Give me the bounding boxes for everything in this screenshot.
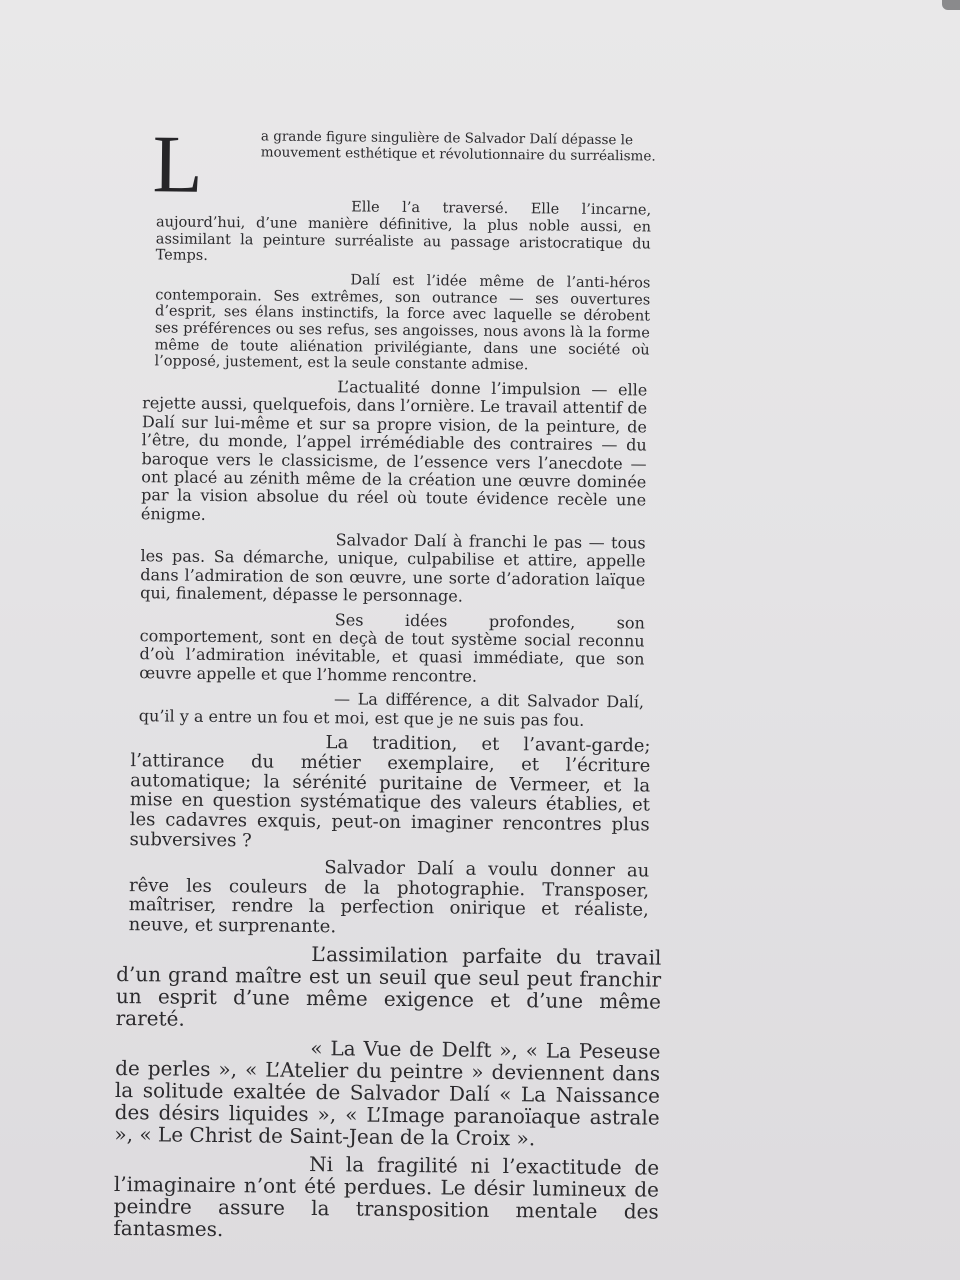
section-d [113, 941, 661, 1245]
paragraph: Salvador Dalí à franchi le pas — tous les pas. Sa démarche, unique, culpabilise et attire, appelle dans l’admiration de son œuvre, une sorte d’adoration laïque qui, finalement, dépasse le personnage. [140, 530, 646, 606]
section-a [154, 198, 651, 376]
paragraph: L’actualité donne l’impulsion — elle rejette aussi, quelquefois, dans l’ornière. Le travail attentif de Dalí sur lui-même et sur sa propre vision, de la peinture, de l’être, du monde, l’appel irrémédiable des contraires — du baroque vers le classicisme, de l’essence vers l’anecdote — ont placé au zénith même de la création une œuvre dominée par la vision absolue du réel où toute évidence recèle une énigme. [140, 377, 648, 524]
section-b [139, 376, 648, 730]
essay-text [113, 118, 662, 1250]
section-c [129, 731, 651, 940]
paragraph: Ni la fragilité ni l’exactitude de l’imaginaire n’ont été perdues. Le désir lumineux de peindre assure la transposition mentale des fantasmes. [113, 1151, 660, 1242]
paragraph: L’assimilation parfaite du travail d’un grand maître est un seuil que seul peut franchir un esprit d’une même exigence et d’une même rareté. [115, 941, 662, 1031]
paragraph: — La différence, a dit Salvador Dalí, qu’il y a entre un fou et moi, est que je ne suis pas fou. [138, 689, 645, 730]
paragraph: « La Vue de Delft », « La Peseuse de perles », « L’Atelier du peintre » deviennent dans la solitude exaltée de Salvador Dalí « La Naissance des désirs liquides », « L’Image paranoïaque astrale », « Le Christ de Saint-Jean de la Croix ». [114, 1035, 661, 1151]
paragraph: Elle l’a traversé. Elle l’incarne, aujourd’hui, d’une manière définitive, la plus noble aussi, en assimilant la peinture surréaliste au passage aristocratique du Temps. [155, 199, 652, 265]
paragraph: Salvador Dalí a voulu donner au rêve les couleurs de la photographie. Transposer, maîtriser, rendre la perfection onirique et réaliste, neuve, et surprenante. [128, 856, 650, 938]
paragraph: La tradition, et l’avant-garde; l’attirance du métier exemplaire, et l’écriture automatique; la sérénité puritaine de Vermeer, et la mise en question systématique des valeurs établies, et les cadavres exquis, peut-on imaginer rencontres plus subversives ? [129, 732, 651, 852]
drop-cap: L [152, 118, 204, 210]
paragraph: Ses idées profondes, son comportement, sont en deçà de tout système social reconnu d’où l’admiration inévitable, et quasi immédiate, que son œuvre appelle et que l’homme rencontre. [139, 609, 645, 686]
intro-paragraph [152, 118, 657, 210]
intro-text: a grande figure singulière de Salvador Dalí dépasse le mouvement esthétique et révolutionnaire du surréalisme. [260, 128, 656, 165]
paragraph: Dalí est l’idée même de l’anti-héros contemporain. Ses extrêmes, son outrance — ses ouvertures d’esprit, ses élans instinctifs, la force avec laquelle se dérobent ses préférences ou ses refus, ses angoisses, nous avons là la forme même de toute aliénation privilégiante, dans une société où l’opposé, justement, est la seule constante admise. [154, 272, 651, 374]
page-corner-shadow [942, 0, 960, 10]
